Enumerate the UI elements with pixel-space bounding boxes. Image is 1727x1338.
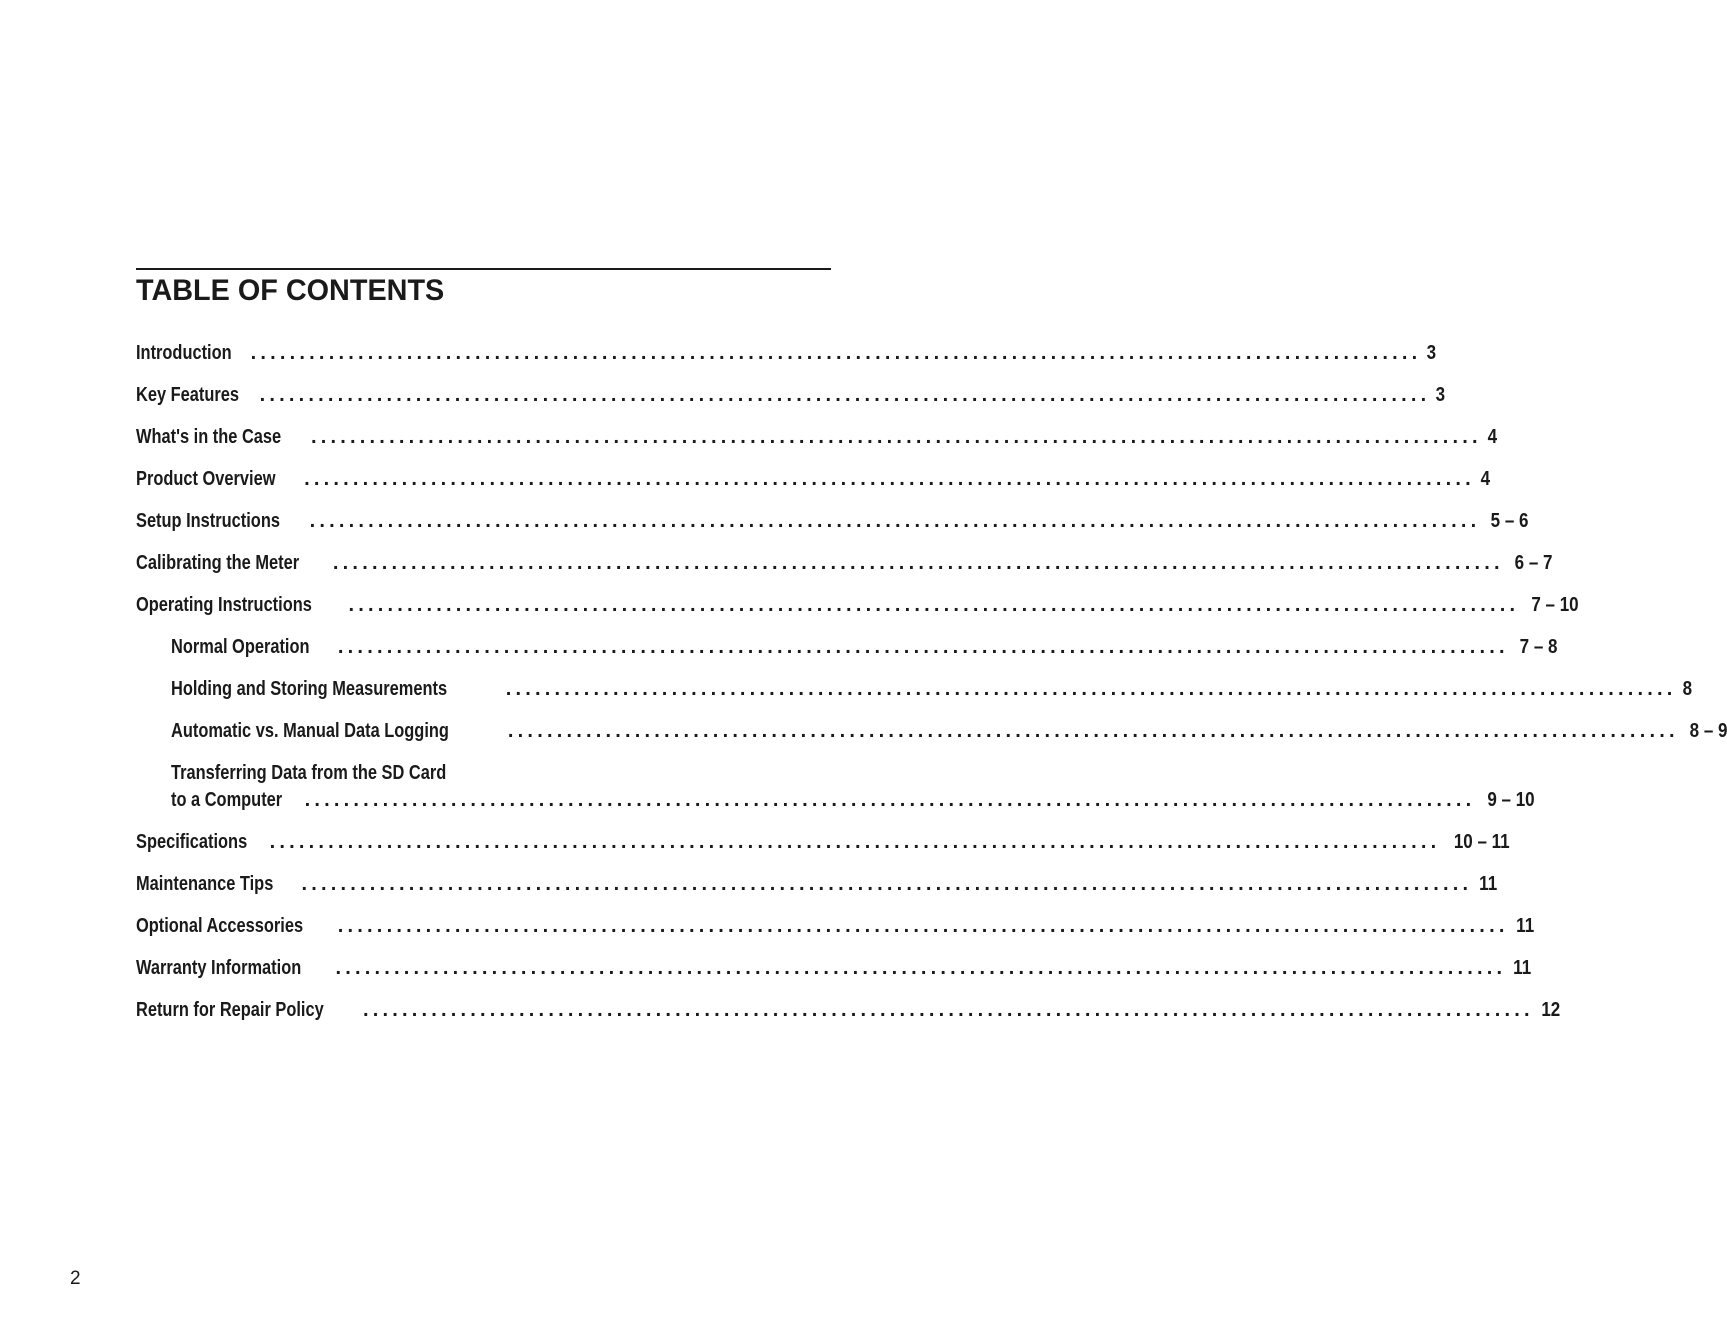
toc-list — [136, 338, 1727, 1037]
toc-entry-page: 4 — [1480, 468, 1490, 490]
leader-dots: ........................................................................................................................ — [269, 831, 1441, 853]
toc-entry-page: 9 – 10 — [1487, 789, 1535, 811]
toc-entry-page: 11 — [1515, 915, 1534, 937]
toc-entry-label: Specifications — [136, 831, 248, 853]
toc-entry-return-for-repair[interactable] — [136, 995, 1560, 1037]
toc-entry-label: Key Features — [136, 384, 240, 406]
toc-title: TABLE OF CONTENTS — [136, 274, 445, 307]
toc-entry-maintenance-tips[interactable] — [136, 869, 1498, 911]
toc-entry-calibrating-the-meter[interactable] — [136, 548, 1553, 590]
leader-dots: ........................................................................................................................ — [311, 426, 1482, 448]
toc-subentry-holding-and-storing[interactable] — [136, 674, 1692, 716]
toc-entry-page: 3 — [1427, 342, 1437, 364]
toc-entry-introduction[interactable] — [136, 338, 1437, 380]
toc-entry-page: 6 – 7 — [1514, 552, 1553, 574]
leader-dots: ........................................................................................................................ — [332, 552, 1504, 574]
leader-dots: ........................................................................................................................ — [304, 789, 1476, 811]
leader-dots: ........................................................................................................................ — [337, 636, 1509, 658]
toc-entry-warranty-information[interactable] — [136, 953, 1532, 995]
toc-entry-page: 10 – 11 — [1454, 831, 1511, 853]
toc-entry-label: Operating Instructions — [136, 594, 312, 616]
leader-dots: ........................................................................................................................ — [348, 594, 1520, 616]
leader-dots: ........................................................................................................................ — [362, 999, 1534, 1021]
toc-entry-whats-in-the-case[interactable] — [136, 422, 1497, 464]
leader-dots: ........................................................................................................................ — [304, 468, 1475, 490]
leader-dots: ........................................................................................................................ — [301, 873, 1473, 895]
toc-entry-page: 8 — [1682, 678, 1692, 700]
toc-entry-page: 12 — [1541, 999, 1560, 1021]
toc-entry-label: Optional Accessories — [136, 915, 304, 937]
toc-entry-label: Normal Operation — [171, 636, 310, 658]
page-number: 2 — [70, 1268, 81, 1289]
toc-entry-label: Warranty Information — [136, 957, 302, 979]
toc-subentry-transferring-data[interactable] — [136, 758, 1535, 827]
toc-subentry-normal-operation[interactable] — [136, 632, 1558, 674]
toc-entry-label: Automatic vs. Manual Data Logging — [171, 720, 449, 742]
toc-entry-page: 11 — [1479, 873, 1498, 895]
toc-entry-label-line1: Transferring Data from the SD Card — [171, 762, 447, 784]
leader-dots: ........................................................................................................................ — [250, 342, 1422, 364]
toc-entry-page: 4 — [1487, 426, 1497, 448]
toc-entry-label: What's in the Case — [136, 426, 282, 448]
leader-dots: ........................................................................................................................ — [335, 957, 1507, 979]
toc-entry-label: Calibrating the Meter — [136, 552, 300, 574]
toc-entry-page: 11 — [1513, 957, 1532, 979]
toc-entry-product-overview[interactable] — [136, 464, 1490, 506]
toc-entry-page: 7 – 8 — [1519, 636, 1558, 658]
leader-dots: ........................................................................................................................ — [505, 678, 1677, 700]
leader-dots: ........................................................................................................................ — [259, 384, 1431, 406]
leader-dots: ........................................................................................................................ — [337, 915, 1509, 937]
toc-entry-label: Maintenance Tips — [136, 873, 274, 895]
toc-entry-page: 8 – 9 — [1689, 720, 1727, 742]
toc-entry-optional-accessories[interactable] — [136, 911, 1534, 953]
toc-subentry-data-logging[interactable] — [136, 716, 1727, 758]
toc-entry-page: 3 — [1436, 384, 1446, 406]
toc-entry-key-features[interactable] — [136, 380, 1446, 422]
toc-entry-label: Setup Instructions — [136, 510, 280, 532]
toc-entry-setup-instructions[interactable] — [136, 506, 1529, 548]
toc-entry-page: 7 – 10 — [1531, 594, 1579, 616]
leader-dots: ........................................................................................................................ — [507, 720, 1679, 742]
leader-dots: ........................................................................................................................ — [309, 510, 1481, 532]
title-rule — [136, 268, 831, 270]
toc-entry-label: Holding and Storing Measurements — [171, 678, 448, 700]
toc-entry-label: Product Overview — [136, 468, 276, 490]
toc-entry-page: 5 – 6 — [1491, 510, 1529, 532]
toc-entry-operating-instructions[interactable] — [136, 590, 1579, 632]
toc-entry-label: Introduction — [136, 342, 232, 364]
toc-entry-label-line2: to a Computer — [171, 789, 283, 811]
toc-entry-specifications[interactable] — [136, 827, 1511, 869]
toc-entry-label: Return for Repair Policy — [136, 999, 324, 1021]
